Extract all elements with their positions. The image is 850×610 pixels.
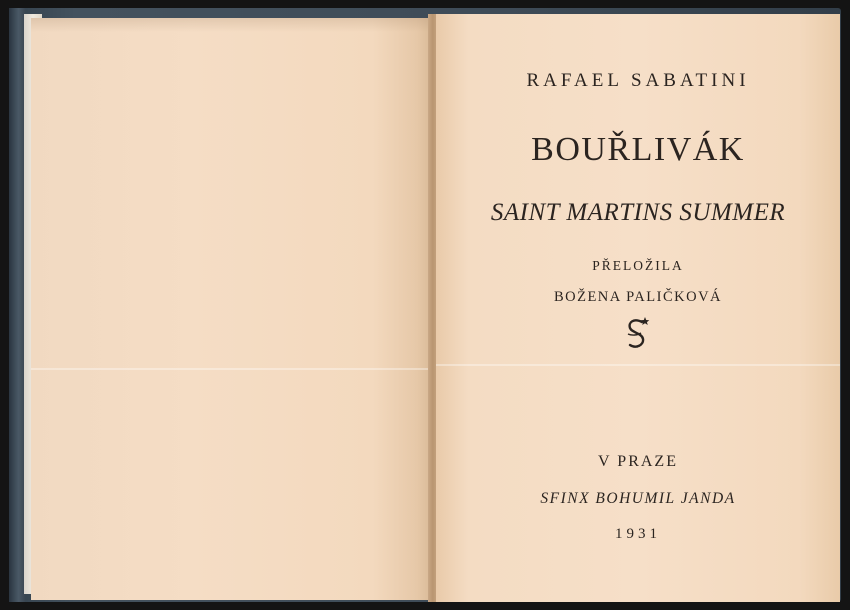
page-fold-line: [436, 364, 840, 366]
page-fold-line: [31, 368, 433, 370]
publisher-name: SFINX BOHUMIL JANDA: [540, 490, 736, 507]
publication-city: V PRAZE: [598, 453, 678, 470]
book-title: BOUŘLIVÁK: [531, 131, 745, 168]
publication-year: 1931: [615, 526, 661, 542]
publisher-monogram-icon: [622, 314, 652, 354]
original-title: SAINT MARTINS SUMMER: [490, 199, 786, 226]
left-blank-page: [31, 18, 433, 600]
translator-label: PŘELOŽILA: [592, 258, 684, 273]
translator-name: BOŽENA PALIČKOVÁ: [553, 289, 723, 305]
cover-edge: [9, 8, 25, 602]
title-page: [436, 14, 840, 602]
author-name: RAFAEL SABATINI: [526, 70, 750, 91]
page-shadow: [31, 18, 433, 32]
